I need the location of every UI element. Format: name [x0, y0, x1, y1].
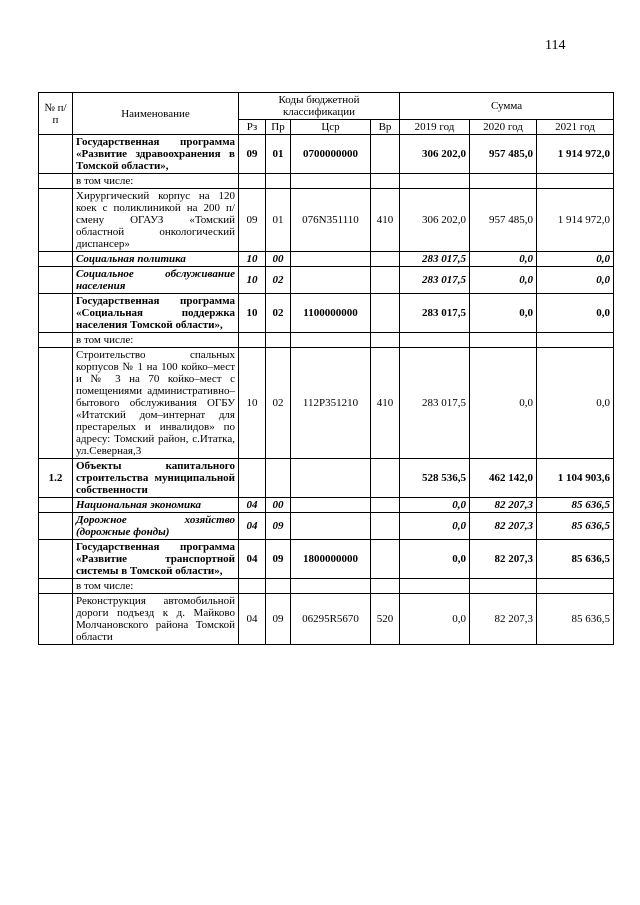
cell-2020: 0,0 [470, 252, 537, 267]
table-row [39, 333, 614, 348]
table-row [39, 267, 614, 294]
header-name: Наименование [73, 93, 239, 135]
cell-2020: 82 207,3 [470, 540, 537, 579]
cell-2020: 82 207,3 [470, 498, 537, 513]
cell-num [39, 252, 73, 267]
cell-vr: 410 [371, 189, 400, 252]
cell-csr [291, 513, 371, 540]
cell-num [39, 267, 73, 294]
table-row [39, 594, 614, 645]
budget-table [38, 92, 614, 645]
cell-2021: 1 914 972,0 [537, 135, 614, 174]
cell-2021 [537, 579, 614, 594]
cell-pr: 02 [266, 267, 291, 294]
cell-rz: 04 [239, 498, 266, 513]
cell-name: Государственная программа «Социальная поддержка населения Томской области», [73, 294, 239, 333]
cell-vr [371, 252, 400, 267]
header-vr: Вр [371, 120, 400, 135]
header-row-top [39, 93, 614, 120]
table-row [39, 189, 614, 252]
cell-pr [266, 333, 291, 348]
header-2021: 2021 год [537, 120, 614, 135]
cell-pr: 09 [266, 594, 291, 645]
cell-2021: 0,0 [537, 252, 614, 267]
cell-name: Государственная программа «Развитие транспортной системы в Томской области», [73, 540, 239, 579]
header-csr: Цср [291, 120, 371, 135]
header-rz: Рз [239, 120, 266, 135]
cell-pr: 00 [266, 498, 291, 513]
cell-2019: 0,0 [400, 513, 470, 540]
table-row [39, 513, 614, 540]
cell-name: в том числе: [73, 333, 239, 348]
cell-rz [239, 579, 266, 594]
cell-name: Национальная экономика [73, 498, 239, 513]
cell-2020: 82 207,3 [470, 513, 537, 540]
cell-2021: 0,0 [537, 294, 614, 333]
cell-rz: 10 [239, 252, 266, 267]
cell-rz: 09 [239, 135, 266, 174]
cell-2021: 85 636,5 [537, 540, 614, 579]
cell-pr: 00 [266, 252, 291, 267]
cell-2021: 0,0 [537, 348, 614, 459]
cell-2021: 85 636,5 [537, 594, 614, 645]
cell-name: Социальное обслуживание населения [73, 267, 239, 294]
cell-pr [266, 174, 291, 189]
cell-2021: 1 914 972,0 [537, 189, 614, 252]
cell-csr: 1100000000 [291, 294, 371, 333]
cell-vr [371, 579, 400, 594]
cell-csr [291, 579, 371, 594]
cell-name: в том числе: [73, 579, 239, 594]
cell-vr: 520 [371, 594, 400, 645]
table-row [39, 252, 614, 267]
header-codes: Коды бюджетной классификации [239, 93, 400, 120]
cell-2021: 85 636,5 [537, 513, 614, 540]
cell-2019: 306 202,0 [400, 189, 470, 252]
cell-2021 [537, 333, 614, 348]
cell-2020: 0,0 [470, 294, 537, 333]
cell-2019: 283 017,5 [400, 348, 470, 459]
cell-name: Государственная программа «Развитие здравоохранения в Томской области», [73, 135, 239, 174]
cell-2019: 0,0 [400, 540, 470, 579]
page-number: 114 [545, 38, 566, 53]
cell-vr [371, 498, 400, 513]
cell-rz: 10 [239, 348, 266, 459]
cell-num [39, 348, 73, 459]
header-sum: Сумма [400, 93, 614, 120]
cell-num [39, 540, 73, 579]
cell-pr: 09 [266, 513, 291, 540]
table-row [39, 348, 614, 459]
cell-2021: 85 636,5 [537, 498, 614, 513]
cell-2020: 82 207,3 [470, 594, 537, 645]
cell-2020: 957 485,0 [470, 189, 537, 252]
cell-name: в том числе: [73, 174, 239, 189]
cell-name: Дорожное хозяйство (дорожные фонды) [73, 513, 239, 540]
cell-pr [266, 579, 291, 594]
cell-rz: 10 [239, 267, 266, 294]
cell-2020 [470, 333, 537, 348]
cell-2021: 1 104 903,6 [537, 459, 614, 498]
cell-num: 1.2 [39, 459, 73, 498]
cell-num [39, 579, 73, 594]
cell-name: Социальная политика [73, 252, 239, 267]
cell-rz: 04 [239, 513, 266, 540]
cell-vr [371, 294, 400, 333]
cell-2019: 283 017,5 [400, 252, 470, 267]
table-row [39, 579, 614, 594]
cell-rz: 09 [239, 189, 266, 252]
cell-vr: 410 [371, 348, 400, 459]
cell-num [39, 189, 73, 252]
cell-pr: 01 [266, 135, 291, 174]
table-row [39, 459, 614, 498]
cell-2019 [400, 333, 470, 348]
cell-2019: 306 202,0 [400, 135, 470, 174]
cell-num [39, 333, 73, 348]
header-pr: Пр [266, 120, 291, 135]
cell-2021 [537, 174, 614, 189]
cell-name: Объекты капитального строительства муниципальной собственности [73, 459, 239, 498]
cell-csr [291, 174, 371, 189]
cell-csr [291, 333, 371, 348]
cell-vr [371, 333, 400, 348]
cell-csr [291, 267, 371, 294]
cell-name: Реконструкция автомобильной дороги подъезд к д. Майково Молчановского района Томской области [73, 594, 239, 645]
cell-pr: 02 [266, 294, 291, 333]
header-2020: 2020 год [470, 120, 537, 135]
cell-2019: 528 536,5 [400, 459, 470, 498]
cell-2019 [400, 579, 470, 594]
table-row [39, 174, 614, 189]
cell-2021: 0,0 [537, 267, 614, 294]
cell-2019: 283 017,5 [400, 267, 470, 294]
cell-num [39, 594, 73, 645]
cell-csr: 1800000000 [291, 540, 371, 579]
cell-num [39, 174, 73, 189]
cell-csr [291, 252, 371, 267]
cell-csr [291, 498, 371, 513]
cell-2020 [470, 174, 537, 189]
header-num: № п/п [39, 93, 73, 135]
cell-pr: 02 [266, 348, 291, 459]
cell-csr: 112P351210 [291, 348, 371, 459]
table-row [39, 294, 614, 333]
cell-name: Хирургический корпус на 120 коек с поликлиникой на 200 п/смену ОГАУЗ «Томский областной онкологический диспансер» [73, 189, 239, 252]
cell-csr: 0700000000 [291, 135, 371, 174]
cell-vr [371, 513, 400, 540]
cell-num [39, 513, 73, 540]
cell-rz: 04 [239, 594, 266, 645]
cell-2019 [400, 174, 470, 189]
cell-2020: 0,0 [470, 348, 537, 459]
cell-rz [239, 174, 266, 189]
cell-num [39, 498, 73, 513]
table-row [39, 135, 614, 174]
cell-num [39, 294, 73, 333]
header-2019: 2019 год [400, 120, 470, 135]
cell-pr: 09 [266, 540, 291, 579]
cell-num [39, 135, 73, 174]
cell-rz [239, 459, 266, 498]
cell-2019: 283 017,5 [400, 294, 470, 333]
cell-vr [371, 459, 400, 498]
cell-2020: 957 485,0 [470, 135, 537, 174]
cell-csr: 06295R5670 [291, 594, 371, 645]
cell-rz [239, 333, 266, 348]
table-row [39, 540, 614, 579]
cell-name: Строительство спальных корпусов № 1 на 100 койко–мест и № 3 на 70 койко–мест с помещениями административно–бытового обслуживания ОГБУ «Итатский дом–интернат для престарелых и инвалидов» по адресу: Томский район, с.Итатка, ул.Северная,3 [73, 348, 239, 459]
cell-2019: 0,0 [400, 498, 470, 513]
cell-vr [371, 540, 400, 579]
cell-rz: 04 [239, 540, 266, 579]
cell-rz: 10 [239, 294, 266, 333]
cell-csr [291, 459, 371, 498]
cell-pr [266, 459, 291, 498]
cell-2019: 0,0 [400, 594, 470, 645]
cell-vr [371, 267, 400, 294]
table-row [39, 498, 614, 513]
cell-vr [371, 135, 400, 174]
cell-pr: 01 [266, 189, 291, 252]
cell-2020: 0,0 [470, 267, 537, 294]
cell-vr [371, 174, 400, 189]
cell-2020 [470, 579, 537, 594]
cell-csr: 076N351110 [291, 189, 371, 252]
cell-2020: 462 142,0 [470, 459, 537, 498]
